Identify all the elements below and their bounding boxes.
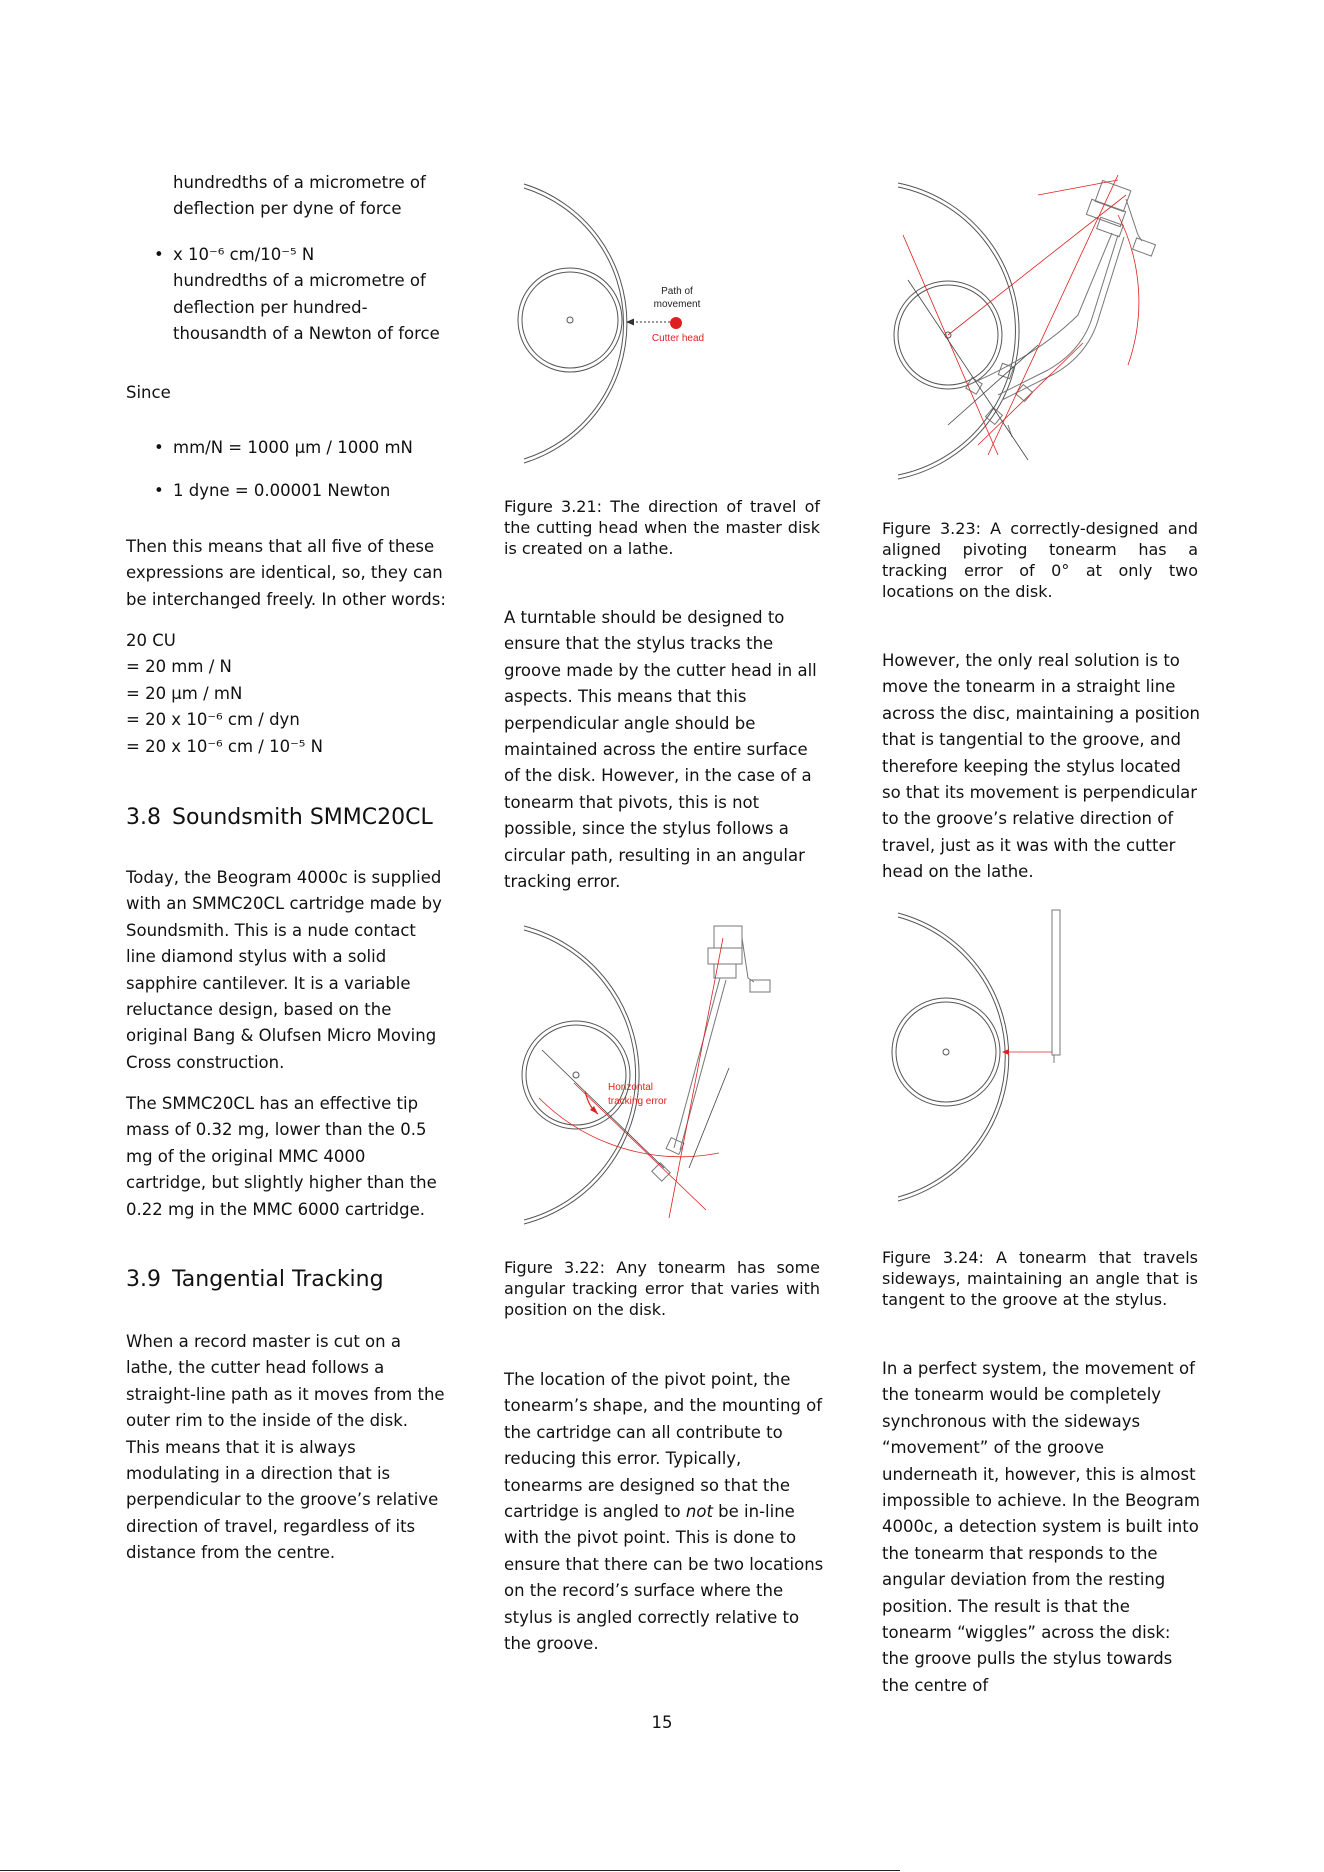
list-item: • mm/N = 1000 μm / 1000 mN	[126, 435, 446, 461]
equation-line: = 20 x 10⁻⁶ cm / dyn	[126, 710, 300, 730]
tonearm-icon	[966, 181, 1156, 437]
paragraph: However, the only real solution is to move the tonearm in a straight line across the disc, maintaining a position that is tangential to the groove, and therefore keeping the stylus located so that its movement is perpendicular to the groove’s relative direction of travel, just as it was with the cutter head on the lathe.	[882, 651, 1200, 882]
section-heading: 3.9 Tangential Tracking	[126, 1267, 384, 1292]
equation-line: 20 CU	[126, 631, 176, 650]
section-heading: 3.8 Soundsmith SMMC20CL	[126, 805, 433, 830]
cutter-head-icon	[670, 317, 682, 329]
list-item: • 1 dyne = 0.00001 Newton	[126, 478, 446, 504]
paragraph: The location of the pivot point, the tonearm’s shape, and the mounting of the cartridge can all contribute to reducing this error. Typically, tonearms are designed so that the cartridge is angled to not be in-line with the pivot point. This is done to ensure that there can be two locations on the record’s surface where the stylus is angled correctly relative to the groove.	[504, 1370, 824, 1654]
footer-rule	[0, 1870, 900, 1871]
figure-caption: Figure 3.24: A tonearm that travels sideways, maintaining an angle that is tangent to the groove at the stylus.	[882, 1248, 1198, 1309]
label-horizontal: Horizontal	[608, 1082, 654, 1093]
paragraph: Today, the Beogram 4000c is supplied with an SMMC20CL cartridge made by Soundsmith. This is a nude contact line diamond stylus with a solid sapphire cantilever. It is a variable reluctance design, based on the original Bang & Olufsen Micro Moving Cross construction.	[126, 868, 442, 1072]
bullet-icon: •	[154, 481, 164, 501]
since-label: Since	[126, 383, 171, 402]
page-number: 15	[651, 1713, 673, 1732]
label-path: Path of	[661, 286, 693, 297]
equation-line: = 20 x 10⁻⁶ cm / 10⁻⁵ N	[126, 736, 323, 756]
list-item-continuation: hundredths of a micrometre of deflection per dyne of force	[173, 173, 426, 219]
paragraph: A turntable should be designed to ensure that the stylus tracks the groove made by the cutter head in all aspects. This means that this perpendicular angle should be maintained across the entire surface of the disk. However, in the case of a tonearm that pivots, this is not possible, since the stylus follows a circular path, resulting in an angular tracking error.	[504, 608, 817, 892]
label-tracking-error: tracking error	[608, 1096, 667, 1107]
list-item: • x 10⁻⁶ cm/10⁻⁵ N hundredths of a micrometre of deflection per hundred-thousandth of a Newton of force	[126, 242, 446, 348]
figure-3-21	[514, 175, 714, 465]
tangential-tonearm-diagram	[888, 905, 1108, 1205]
paragraph: When a record master is cut on a lathe, the cutter head follows a straight-line path as it moves from the outer rim to the inside of the disk. This means that it is always modulating in a direction that is perpendicular to the groove’s relative direction of travel, regardless of its distance from the centre.	[126, 1332, 445, 1563]
tonearm-icon	[1052, 910, 1060, 1063]
figure-3-23	[888, 175, 1178, 490]
bullet-icon: •	[154, 245, 164, 264]
label-cutter-head: Cutter head	[651, 333, 705, 344]
paragraph: Then this means that all five of these expressions are identical, so, they can be interchanged freely. In other words:	[126, 537, 446, 609]
pivot-tonearm-diagram	[514, 918, 814, 1228]
tonearm-icon	[652, 926, 770, 1181]
figure-caption: Figure 3.21: The direction of travel of the cutting head when the master disk is created on a lathe.	[504, 497, 820, 558]
figure-3-22	[514, 918, 814, 1228]
figure-caption: Figure 3.23: A correctly-designed and aligned pivoting tonearm has a tracking error of 0° at only two locations on the disk.	[882, 519, 1198, 601]
equation-line: = 20 μm / mN	[126, 683, 243, 703]
aligned-tonearm-diagram	[888, 175, 1178, 490]
equation-block	[126, 628, 446, 760]
label-movement: movement	[653, 299, 701, 310]
bullet-icon: •	[154, 438, 164, 457]
paragraph: The SMMC20CL has an effective tip mass of 0.32 mg, lower than the 0.5 mg of the original MMC 4000 cartridge, but slightly higher than the 0.22 mg in the MMC 6000 cartridge.	[126, 1094, 437, 1219]
figure-caption: Figure 3.22: Any tonearm has some angular tracking error that varies with position on the disk.	[504, 1258, 820, 1319]
since-list	[126, 435, 446, 505]
paragraph: In a perfect system, the movement of the tonearm would be completely synchronous with the sideways “movement” of the groove underneath it, however, this is almost impossible to achieve. In the Beogram 4000c, a detection system is built into the tonearm that responds to the angular deviation from the resting position. The result is that the tonearm “wiggles” across the disk: the groove pulls the stylus towards the centre of	[882, 1359, 1200, 1695]
figure-3-24	[888, 905, 1108, 1205]
equation-line: = 20 mm / N	[126, 657, 232, 677]
unit-list	[126, 242, 446, 348]
lathe-diagram	[514, 175, 714, 465]
